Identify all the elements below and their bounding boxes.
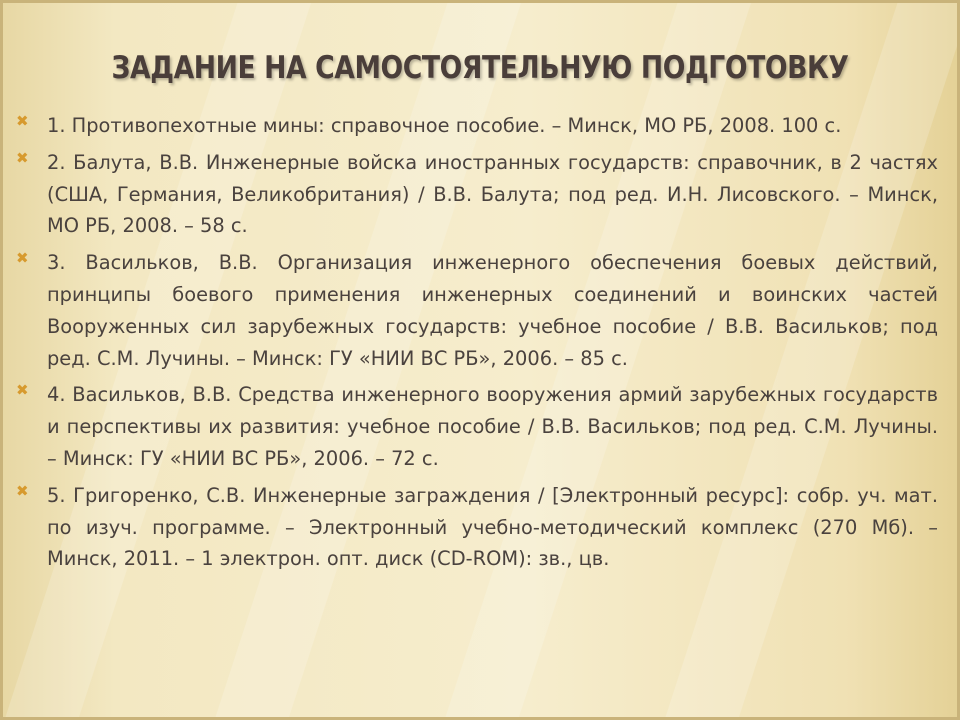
list-item (14, 147, 938, 242)
x-mark-icon: ✖ (16, 481, 29, 500)
x-mark-icon: ✖ (16, 148, 29, 167)
reference-list (14, 110, 938, 580)
list-item (14, 480, 938, 575)
x-mark-icon: ✖ (16, 249, 29, 268)
list-item-text: 1. Противопехотные мины: справочное пособие. – Минск, МО РБ, 2008. 100 с. (47, 114, 842, 137)
list-item (14, 247, 938, 374)
list-item-text: 4. Васильков, В.В. Средства инженерного вооружения армий зарубежных государств и перспективы их развития: учебное пособие / В.В. Васильков; под ред. С.М. Лучины. – Минск: ГУ «НИИ ВС РБ», 2006. – 72 с. (47, 383, 938, 470)
list-item (14, 110, 938, 142)
x-mark-icon: ✖ (16, 381, 29, 400)
list-item-text: 2. Балута, В.В. Инженерные войска иностранных государств: справочник, в 2 частях (США, Германия, Великобритания) / В.В. Балута; под ред. И.Н. Лисовского. – Минск, МО РБ, 2008. – 58 с. (47, 150, 938, 238)
list-item (14, 379, 938, 474)
list-item-text: 3. Васильков, В.В. Организация инженерного обеспечения боевых действий, принципы боевого применения инженерных соединений и воинских частей Вооруженных сил зарубежных государств: учебное пособие / В.В. Васильков; под ред. С.М. Лучины. – Минск: ГУ «НИИ ВС РБ», 2006. – 85 с. (47, 251, 938, 370)
slide-title: ЗАДАНИЕ НА САМОСТОЯТЕЛЬНУЮ ПОДГОТОВКУ (111, 50, 849, 86)
list-item-text: 5. Григоренко, С.В. Инженерные заграждения / [Электронный ресурс]: собр. уч. мат. по изуч. программе. – Электронный учебно-методический комплекс (270 Мб). – Минск, 2011. – 1 электрон. опт. диск (CD-ROM): зв., цв. (47, 483, 938, 571)
x-mark-icon: ✖ (16, 112, 29, 130)
